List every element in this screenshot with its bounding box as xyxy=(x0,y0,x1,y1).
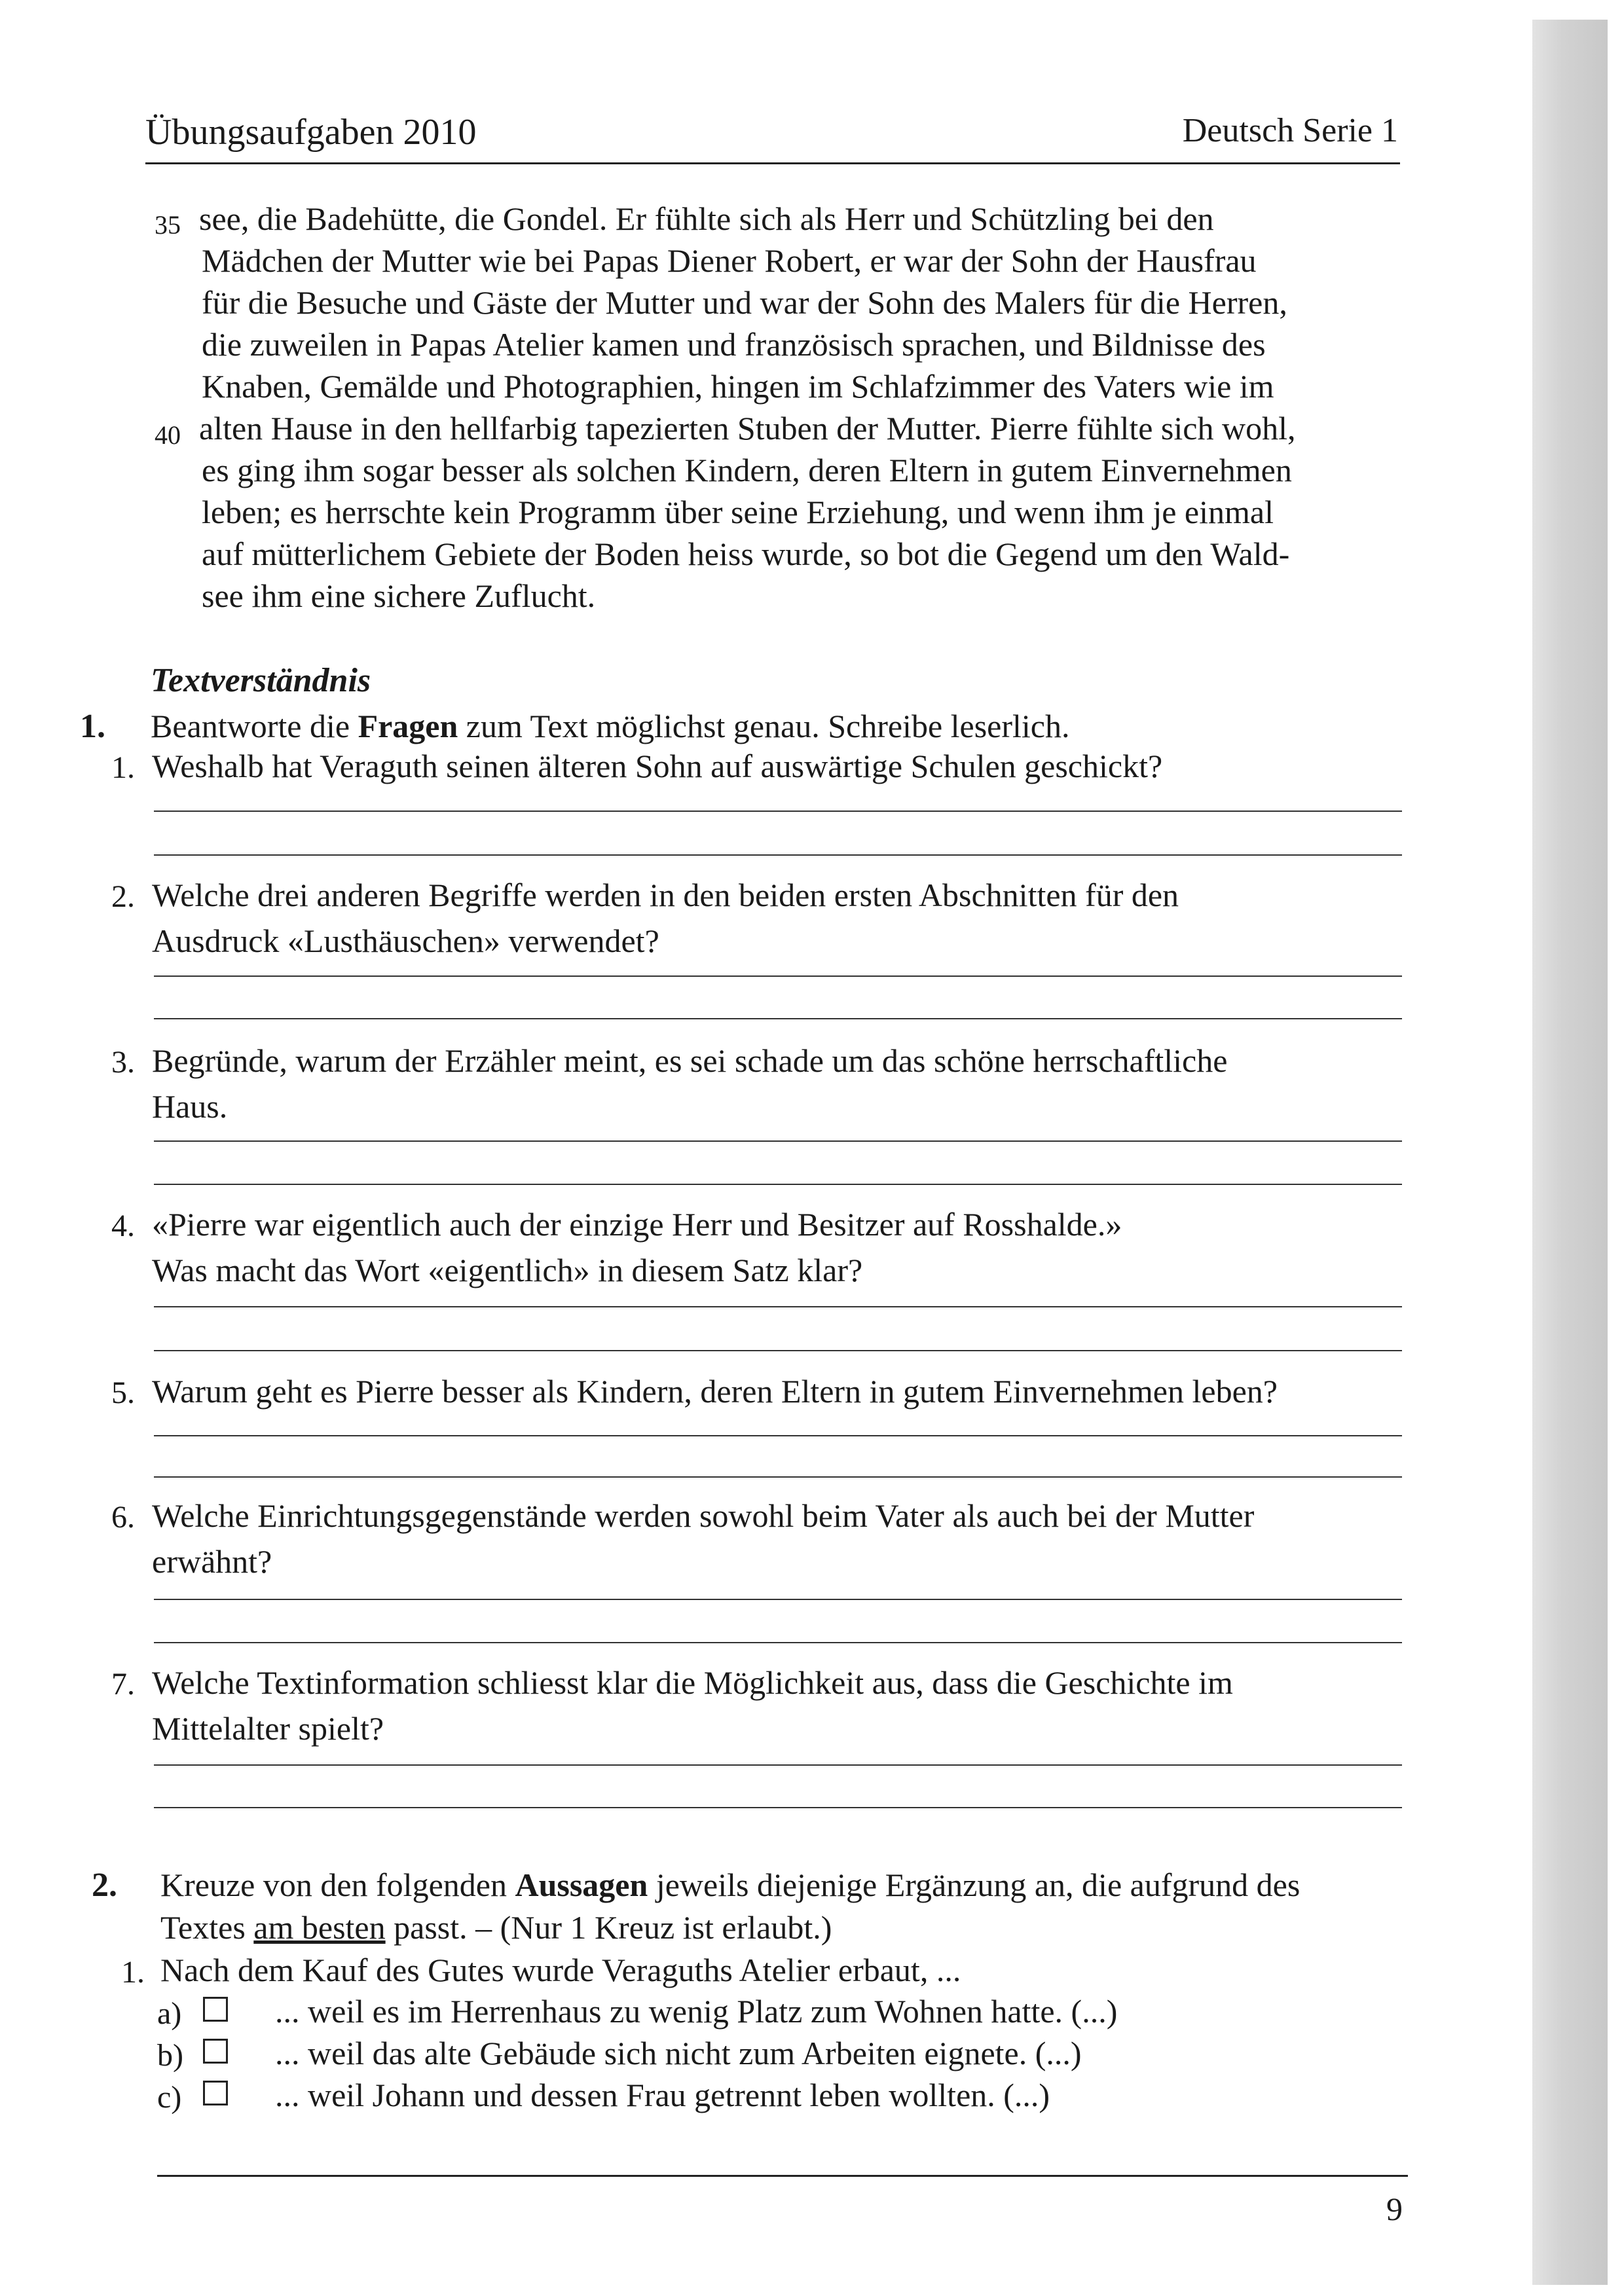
question-text: Haus. xyxy=(152,1088,228,1125)
answer-line[interactable] xyxy=(154,1184,1402,1185)
answer-line[interactable] xyxy=(154,1642,1402,1643)
task-instruction: Textes am besten passt. – (Nur 1 Kreuz ist erlaubt.) xyxy=(160,1909,832,1946)
option-text: ... weil es im Herrenhaus zu wenig Platz zum Wohnen hatte. (...) xyxy=(275,1993,1118,2030)
answer-line[interactable] xyxy=(154,854,1402,856)
answer-line[interactable] xyxy=(154,1476,1402,1478)
passage-line: Mädchen der Mutter wie bei Papas Diener Robert, er war der Sohn der Hausfrau xyxy=(202,242,1257,279)
option-text: ... weil das alte Gebäude sich nicht zum Arbeiten eignete. (...) xyxy=(275,2035,1082,2071)
line-number-35: 35 xyxy=(155,210,181,240)
question-text: Begründe, warum der Erzähler meint, es sei schade um das schöne herrschaftliche xyxy=(152,1042,1228,1079)
page-number: 9 xyxy=(1386,2191,1403,2227)
passage-line: es ging ihm sogar besser als solchen Kindern, deren Eltern in gutem Einvernehmen xyxy=(202,452,1292,488)
answer-line[interactable] xyxy=(154,1140,1402,1142)
passage-line: auf mütterlichem Gebiete der Boden heiss wurde, so bot die Gegend um den Wald- xyxy=(202,536,1290,572)
header-series: Deutsch Serie 1 xyxy=(1182,112,1398,149)
scan-edge xyxy=(1532,20,1608,2285)
question-text: Warum geht es Pierre besser als Kindern, deren Eltern in gutem Einvernehmen leben? xyxy=(152,1373,1278,1410)
answer-line[interactable] xyxy=(154,1599,1402,1600)
answer-line[interactable] xyxy=(154,1306,1402,1307)
question-number: 2. xyxy=(111,879,135,914)
answer-line[interactable] xyxy=(154,1435,1402,1436)
task-number: 2. xyxy=(92,1867,117,1904)
question-text: «Pierre war eigentlich auch der einzige Herr und Besitzer auf Rosshalde.» xyxy=(152,1206,1122,1243)
task-number: 1. xyxy=(80,708,105,745)
question-text: Ausdruck «Lusthäuschen» verwendet? xyxy=(152,922,659,959)
question-number: 1. xyxy=(111,750,135,785)
option-checkbox[interactable] xyxy=(203,2081,228,2105)
question-number: 6. xyxy=(111,1500,135,1535)
answer-line[interactable] xyxy=(154,1807,1402,1808)
question-text: Mittelalter spielt? xyxy=(152,1710,384,1747)
passage-line: alten Hause in den hellfarbig tapezierten Stuben der Mutter. Pierre fühlte sich wohl, xyxy=(199,410,1296,446)
answer-line[interactable] xyxy=(154,1350,1402,1351)
passage-line: see ihm eine sichere Zuflucht. xyxy=(202,577,596,614)
item-text: Nach dem Kauf des Gutes wurde Veraguths Atelier erbaut, ... xyxy=(160,1952,961,1988)
answer-line[interactable] xyxy=(154,1018,1402,1019)
answer-line[interactable] xyxy=(154,1764,1402,1766)
footer-divider xyxy=(157,2175,1408,2177)
question-text: Welche Einrichtungsgegenstände werden sowohl beim Vater als auch bei der Mutter xyxy=(152,1497,1255,1534)
question-text: Welche Textinformation schliesst klar die Möglichkeit aus, dass die Geschichte im xyxy=(152,1664,1233,1701)
question-number: 5. xyxy=(111,1376,135,1410)
answer-line[interactable] xyxy=(154,811,1402,812)
question-number: 3. xyxy=(111,1045,135,1080)
header-divider xyxy=(145,162,1400,164)
section-title: Textverständnis xyxy=(151,662,371,699)
option-checkbox[interactable] xyxy=(203,1997,228,2022)
question-text: Welche drei anderen Begriffe werden in den beiden ersten Abschnitten für den xyxy=(152,877,1179,913)
passage-line: für die Besuche und Gäste der Mutter und war der Sohn des Malers für die Herren, xyxy=(202,284,1287,321)
option-letter: a) xyxy=(157,1996,182,2031)
question-text: Was macht das Wort «eigentlich» in diesem Satz klar? xyxy=(152,1252,863,1288)
passage-line: leben; es herrschte kein Programm über seine Erziehung, und wenn ihm je einmal xyxy=(202,494,1274,530)
passage-line: Knaben, Gemälde und Photographien, hingen im Schlafzimmer des Vaters wie im xyxy=(202,368,1274,405)
line-number-40: 40 xyxy=(155,420,181,450)
answer-line[interactable] xyxy=(154,975,1402,977)
header-title: Übungsaufgaben 2010 xyxy=(145,112,477,153)
passage-line: see, die Badehütte, die Gondel. Er fühlte sich als Herr und Schützling bei den xyxy=(199,200,1214,237)
question-text: erwähnt? xyxy=(152,1543,272,1580)
option-letter: c) xyxy=(157,2080,182,2115)
task-instruction: Beantworte die Fragen zum Text möglichst genau. Schreibe leserlich. xyxy=(151,708,1070,744)
task-instruction: Kreuze von den folgenden Aussagen jeweils diejenige Ergänzung an, die aufgrund des xyxy=(160,1867,1301,1903)
passage-line: die zuweilen in Papas Atelier kamen und französisch sprachen, und Bildnisse des xyxy=(202,326,1266,363)
option-checkbox[interactable] xyxy=(203,2039,228,2064)
question-number: 4. xyxy=(111,1209,135,1243)
question-number: 7. xyxy=(111,1667,135,1702)
option-text: ... weil Johann und dessen Frau getrennt leben wollten. (...) xyxy=(275,2077,1050,2113)
option-letter: b) xyxy=(157,2038,183,2073)
question-text: Weshalb hat Veraguth seinen älteren Sohn auf auswärtige Schulen geschickt? xyxy=(152,748,1163,784)
item-number: 1. xyxy=(121,1955,145,1990)
